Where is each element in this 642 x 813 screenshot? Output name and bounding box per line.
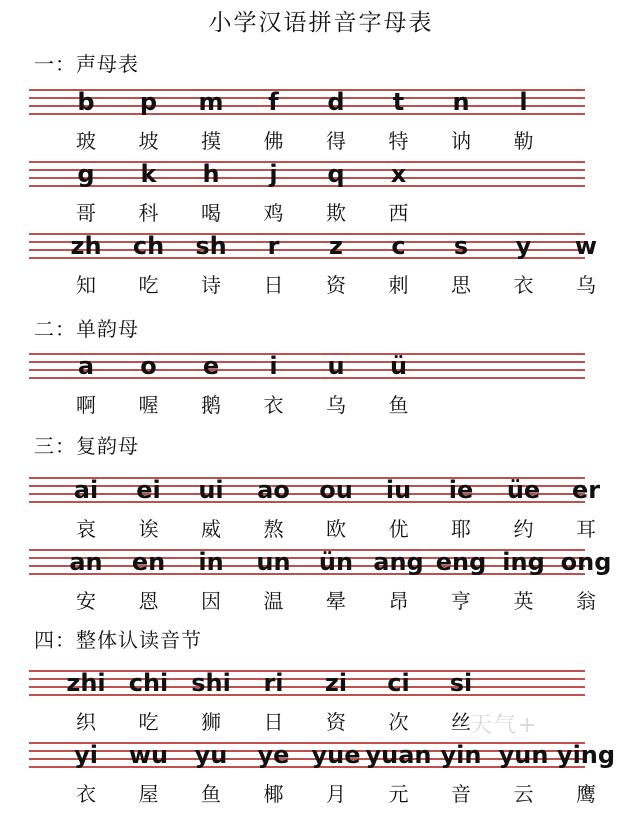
hanzi-character: 织 <box>76 710 96 734</box>
hanzi-character: 次 <box>388 710 409 734</box>
hanzi-character: 日 <box>263 710 284 734</box>
hanzi-character: 知 <box>76 273 96 297</box>
pinyin-syllable: en <box>131 548 166 576</box>
section-heading: 二：单韵母 <box>34 317 139 341</box>
hanzi-row <box>29 589 596 619</box>
hanzi-character: 昂 <box>388 589 409 613</box>
hanzi-character: 翁 <box>576 589 596 613</box>
hanzi-character: 啊 <box>76 393 96 417</box>
pinyin-syllable: f <box>268 88 279 116</box>
hanzi-character: 资 <box>326 710 346 734</box>
hanzi-character: 吃 <box>138 273 159 297</box>
pinyin-row <box>29 232 598 264</box>
section-heading: 一：声母表 <box>34 52 139 76</box>
hanzi-character: 屋 <box>138 782 159 806</box>
hanzi-character: 鱼 <box>388 393 409 417</box>
hanzi-character: 安 <box>76 589 96 613</box>
pinyin-syllable: ü <box>389 352 408 380</box>
hanzi-row <box>29 129 585 159</box>
hanzi-character: 元 <box>388 782 409 806</box>
pinyin-syllable: x <box>390 160 407 188</box>
hanzi-character: 约 <box>513 517 534 541</box>
pinyin-syllable: in <box>198 548 224 576</box>
pinyin-syllable: ün <box>318 548 354 576</box>
pinyin-syllable: üe <box>506 476 541 504</box>
hanzi-character: 威 <box>201 517 221 541</box>
hanzi-character: 衣 <box>513 273 534 297</box>
pinyin-syllable: shi <box>191 669 231 697</box>
hanzi-character: 乌 <box>576 273 596 297</box>
hanzi-character: 诶 <box>138 517 159 541</box>
hanzi-character: 丝 <box>451 710 471 734</box>
section-heading: 四：整体认读音节 <box>34 628 202 652</box>
pinyin-syllable: t <box>392 88 405 116</box>
pinyin-row <box>29 741 616 773</box>
hanzi-row <box>29 782 596 812</box>
hanzi-character: 乌 <box>326 393 346 417</box>
pinyin-syllable: ou <box>319 476 353 504</box>
pinyin-syllable: an <box>69 548 103 576</box>
hanzi-character: 云 <box>513 782 534 806</box>
hanzi-character: 坡 <box>138 129 159 153</box>
hanzi-character: 欺 <box>326 201 346 225</box>
hanzi-row <box>29 201 585 231</box>
pinyin-syllable: a <box>77 352 95 380</box>
pinyin-syllable: wu <box>128 741 169 769</box>
hanzi-character: 勒 <box>513 129 534 153</box>
hanzi-character: 月 <box>326 782 346 806</box>
pinyin-syllable: sh <box>195 232 227 260</box>
pinyin-syllable: c <box>391 232 406 260</box>
pinyin-syllable: yun <box>498 741 549 769</box>
pinyin-syllable: p <box>139 88 158 116</box>
hanzi-character: 得 <box>326 129 346 153</box>
hanzi-character: 玻 <box>76 129 96 153</box>
section-heading: 三：复韵母 <box>34 434 139 458</box>
hanzi-character: 思 <box>451 273 471 297</box>
pinyin-syllable: ei <box>136 476 161 504</box>
pinyin-syllable: si <box>449 669 473 697</box>
pinyin-syllable: zi <box>324 669 348 697</box>
pinyin-syllable: chi <box>128 669 169 697</box>
hanzi-character: 耳 <box>576 517 596 541</box>
hanzi-character: 哥 <box>76 201 96 225</box>
hanzi-character: 刺 <box>388 273 409 297</box>
hanzi-character: 因 <box>201 589 221 613</box>
hanzi-character: 熬 <box>263 517 284 541</box>
hanzi-character: 英 <box>513 589 534 613</box>
pinyin-syllable: yin <box>440 741 482 769</box>
pinyin-syllable: ying <box>556 741 616 769</box>
pinyin-syllable: l <box>519 88 528 116</box>
pinyin-syllable: j <box>269 160 278 188</box>
hanzi-character: 耶 <box>451 517 471 541</box>
pinyin-syllable: k <box>140 160 157 188</box>
pinyin-syllable: w <box>574 232 598 260</box>
pinyin-syllable: u <box>327 352 345 380</box>
pinyin-syllable: zh <box>70 232 102 260</box>
hanzi-row <box>29 517 596 547</box>
hanzi-character: 喔 <box>138 393 159 417</box>
pinyin-row <box>29 90 585 120</box>
hanzi-character: 温 <box>263 589 284 613</box>
hanzi-character: 日 <box>263 273 284 297</box>
pinyin-syllable: r <box>267 232 280 260</box>
pinyin-syllable: iu <box>385 476 412 504</box>
hanzi-character: 衣 <box>263 393 284 417</box>
hanzi-character: 鹰 <box>576 782 596 806</box>
pinyin-syllable: n <box>452 88 470 116</box>
pinyin-syllable: ui <box>198 476 224 504</box>
hanzi-row <box>29 393 585 423</box>
pinyin-row <box>29 548 612 580</box>
pinyin-syllable: b <box>77 88 95 116</box>
pinyin-syllable: ie <box>448 476 474 504</box>
pinyin-syllable: o <box>140 352 157 380</box>
hanzi-character: 诗 <box>201 273 221 297</box>
hanzi-character: 摸 <box>201 129 221 153</box>
hanzi-character: 吃 <box>138 710 159 734</box>
hanzi-character: 讷 <box>451 129 471 153</box>
hanzi-character: 西 <box>388 201 409 225</box>
hanzi-character: 喝 <box>201 201 221 225</box>
hanzi-character: 佛 <box>263 129 284 153</box>
hanzi-character: 科 <box>138 201 159 225</box>
pinyin-row <box>29 162 585 192</box>
pinyin-syllable: ing <box>502 548 545 576</box>
hanzi-character: 优 <box>388 517 409 541</box>
hanzi-character: 恩 <box>138 589 159 613</box>
pinyin-row <box>29 671 585 701</box>
pinyin-syllable: zhi <box>66 669 106 697</box>
hanzi-character: 欧 <box>326 517 346 541</box>
pinyin-syllable: ong <box>560 548 612 576</box>
pinyin-syllable: yue <box>311 741 361 769</box>
pinyin-syllable: q <box>327 160 345 188</box>
pinyin-syllable: h <box>202 160 220 188</box>
pinyin-syllable: d <box>327 88 345 116</box>
pinyin-syllable: ch <box>132 232 165 260</box>
hanzi-character: 亨 <box>451 589 471 613</box>
hanzi-character: 特 <box>388 129 409 153</box>
hanzi-character: 晕 <box>326 589 346 613</box>
pinyin-syllable: ang <box>373 548 424 576</box>
hanzi-character: 鱼 <box>201 782 221 806</box>
pinyin-syllable: ai <box>73 476 99 504</box>
hanzi-character: 哀 <box>76 517 96 541</box>
hanzi-character: 资 <box>326 273 346 297</box>
watermark: 天气+ <box>470 713 539 738</box>
pinyin-syllable: yu <box>194 741 228 769</box>
hanzi-character: 椰 <box>263 782 284 806</box>
pinyin-syllable: yuan <box>365 741 432 769</box>
pinyin-syllable: er <box>571 476 601 504</box>
pinyin-syllable: g <box>77 160 95 188</box>
pinyin-syllable: eng <box>435 548 487 576</box>
pinyin-syllable: e <box>202 352 220 380</box>
pinyin-row <box>29 476 601 508</box>
hanzi-character: 鹅 <box>201 393 221 417</box>
pinyin-syllable: ye <box>257 741 290 769</box>
pinyin-syllable: s <box>453 232 469 260</box>
hanzi-character: 狮 <box>201 710 221 734</box>
hanzi-character: 音 <box>451 782 471 806</box>
pinyin-syllable: un <box>256 548 291 576</box>
page-title: 小学汉语拼音字母表 <box>208 10 434 36</box>
hanzi-character: 衣 <box>76 782 96 806</box>
pinyin-syllable: i <box>269 352 278 380</box>
pinyin-syllable: ao <box>257 476 290 504</box>
pinyin-syllable: m <box>198 88 224 116</box>
pinyin-row <box>29 354 585 384</box>
hanzi-character: 鸡 <box>263 201 284 225</box>
pinyin-syllable: ri <box>263 669 284 697</box>
pinyin-syllable: yi <box>74 741 98 769</box>
hanzi-row <box>29 273 596 303</box>
pinyin-syllable: z <box>329 232 343 260</box>
pinyin-syllable: ci <box>387 669 410 697</box>
pinyin-syllable: y <box>515 232 532 260</box>
